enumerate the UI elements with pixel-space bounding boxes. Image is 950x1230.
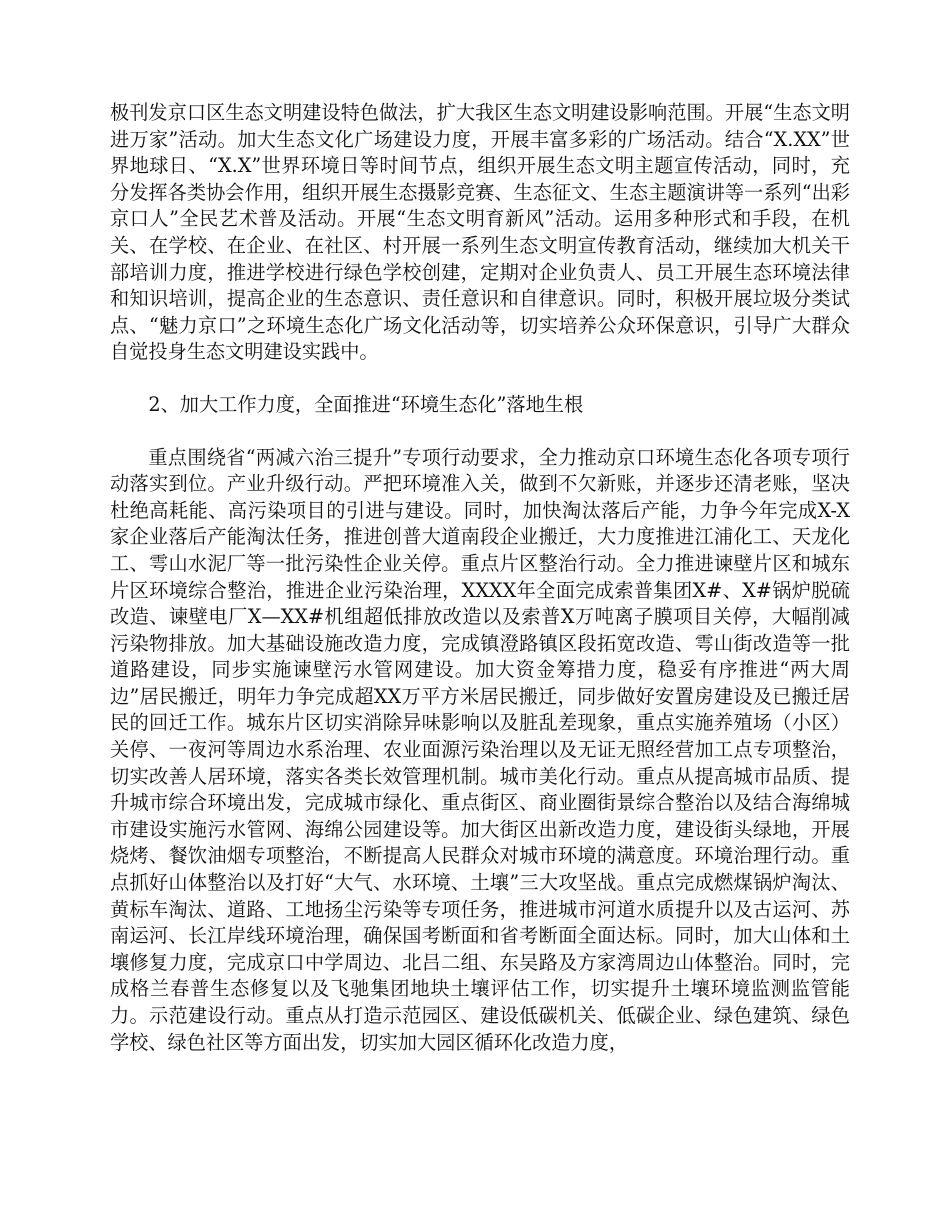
paragraph-continued: 极刊发京口区生态文明建设特色做法，扩大我区生态文明建设影响范围。开展“生态文明进万家”活动。加大生态文化广场建设力度，开展丰富多彩的广场活动。结合“X.XX”世界地球日、“X.X”世界环境日等时间节点，组织开展生态文明主题宣传活动，同时，充分发挥各类协会作用，组织开展生态摄影竞赛、生态征文、生态主题演讲等一系列“出彩京口人”全民艺术普及活动。开展“生态文明育新风”活动。运用多种形式和手段，在机关、在学校、在企业、在社区、村开展一系列生态文明宣传教育活动，继续加大机关干部培训力度，推进学校进行绿色学校创建，定期对企业负责人、员工开展生态环境法律和知识培训，提高企业的生态意识、责任意识和自律意识。同时，积极开展垃圾分类试点、“魅力京口”之环境生态化广场文化活动等，切实培养公众环保意识，引导广大群众自觉投身生态文明建设实践中。 (110, 101, 850, 364)
paragraph-body: 重点围绕省“两减六治三提升”专项行动要求，全力推动京口环境生态化各项专项行动落实到位。产业升级行动。严把环境准入关，做到不欠新账，并逐步还清老账，坚决杜绝高耗能、高污染项目的引进与建设。同时，加快淘汰落后产能，力争今年完成X-X家企业落后产能淘汰任务，推进创普大道南段企业搬迁，大力度推进江浦化工、天龙化工、雩山水泥厂等一批污染性企业关停。重点片区整治行动。全力推进谏壁片区和城东片区环境综合整治，推进企业污染治理，XXXX年全面完成索普集团X#、X#锅炉脱硫改造、谏壁电厂X—XX#机组超低排放改造以及索普X万吨离子膜项目关停，大幅削减污染物排放。加大基础设施改造力度，完成镇澄路镇区段拓宽改造、雩山街改造等一批道路建设，同步实施谏壁污水管网建设。加大资金筹措力度，稳妥有序推进“两大周边”居民搬迁，明年力争完成超XX万平方米居民搬迁，同步做好安置房建设及已搬迁居民的回迁工作。城东片区切实消除异味影响以及脏乱差现象，重点实施养殖场（小区）关停、一夜河等周边水系治理、农业面源污染治理以及无证无照经营加工点专项整治，切实改善人居环境，落实各类长效管理机制。城市美化行动。重点从提高城市品质、提升城市综合环境出发，完成城市绿化、重点街区、商业圈街景综合整治以及结合海绵城市建设实施污水管网、海绵公园建设等。加大街区出新改造力度，建设街头绿地，开展烧烤、餐饮油烟专项整治，不断提高人民群众对城市环境的满意度。环境治理行动。重点抓好山体整治以及打好“大气、水环境、土壤”三大攻坚战。重点完成燃煤锅炉淘汰、黄标车淘汰、道路、工地扬尘污染等专项任务，推进城市河道水质提升以及古运河、苏南运河、长江岸线环境治理，确保国考断面和省考断面全面达标。同时，加大山体和土壤修复力度，完成京口中学周边、北吕二组、东吴路及方家湾周边山体整治。同时，完成格兰春普生态修复以及飞驰集团地块土壤评估工作，切实提升土壤环境监测监管能力。示范建设行动。重点从打造示范园区、建设低碳机关、低碳企业、绿色建筑、绿色学校、绿色社区等方面出发，切实加大园区循环化改造力度， (110, 445, 850, 1054)
section-heading: 2、加大工作力度，全面推进“环境生态化”落地生根 (148, 392, 584, 416)
document-body (110, 100, 850, 1056)
